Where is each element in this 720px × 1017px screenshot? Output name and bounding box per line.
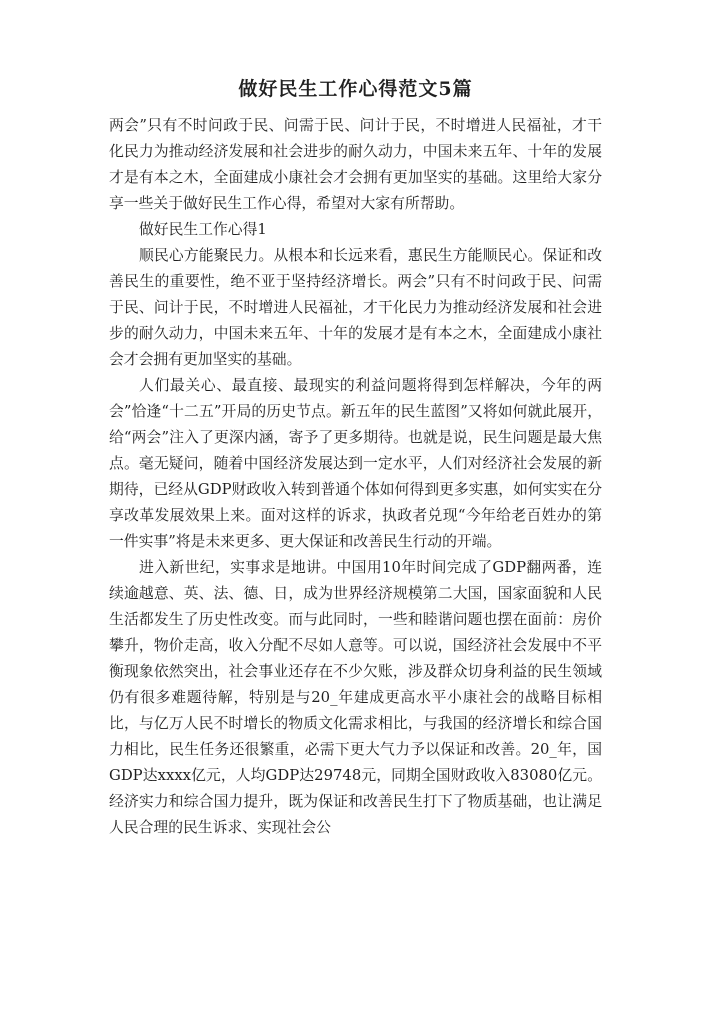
body-paragraph-2: 人们最关心、最直接、最现实的利益问题将得到怎样解决，今年的两会”恰逢“十二五”开局的历史节点。新五年的民生蓝图”又将如何就此展开，给“两会”注入了更深内涵，寄予了更多期待。也就是说，民生问题是最大焦点。毫无疑问，随着中国经济发展达到一定水平，人们对经济社会发展的新期待，已经从GDP财政收入转到普通个体如何得到更多实惠，如何实实在分享改革发展效果上来。面对这样的诉求，执政者兑现“今年给老百姓办的第一件实事”将是未来更多、更大保证和改善民生行动的开端。 <box>109 377 602 550</box>
body-paragraph-1: 顺民心方能聚民力。从根本和长远来看，惠民生方能顺民心。保证和改善民生的重要性，绝不亚于坚持经济增长。两会”只有不时问政于民、问需于民、问计于民，不时增进人民福祉，才干化民力为推动经济发展和社会进步的耐久动力，中国未来五年、十年的发展才是有本之木，全面建成小康社会才会拥有更加坚实的基础。 <box>109 247 602 368</box>
document-title: 做好民生工作心得范文5篇 <box>238 78 473 100</box>
body-paragraph-3: 进入新世纪，实事求是地讲。中国用10年时间完成了GDP翻两番，连续逾越意、英、法、德、日，成为世界经济规模第二大国，国家面貌和人民生活都发生了历史性改变。而与此同时，一些和睦谐问题也摆在面前：房价攀升，物价走高，收入分配不尽如人意等。可以说，国经济社会发展中不平衡现象依然突出，社会事业还存在不少欠账，涉及群众切身利益的民生领域仍有很多难题待解，特别是与20_年建成更高水平小康社会的战略目标相比，与亿万人民不时增长的物质文化需求相比，与我国的经济增长和综合国力相比，民生任务还很繁重，必需下更大气力予以保证和改善。20_年，国GDP达xxxx亿元，人均GDP达29748元，同期全国财政收入83080亿元。经济实力和综合国力提升，既为保证和改善民生打下了物质基础，也让满足人民合理的民生诉求、实现社会公 <box>109 559 602 836</box>
section-heading: 做好民生工作心得1 <box>139 221 267 238</box>
intro-paragraph: 两会”只有不时问政于民、问需于民、问计于民，不时增进人民福祉，才干化民力为推动经济发展和社会进步的耐久动力，中国未来五年、十年的发展才是有本之木，全面建成小康社会才会拥有更加坚实的基础。这里给大家分享一些关于做好民生工作心得，希望对大家有所帮助。 <box>109 117 602 212</box>
